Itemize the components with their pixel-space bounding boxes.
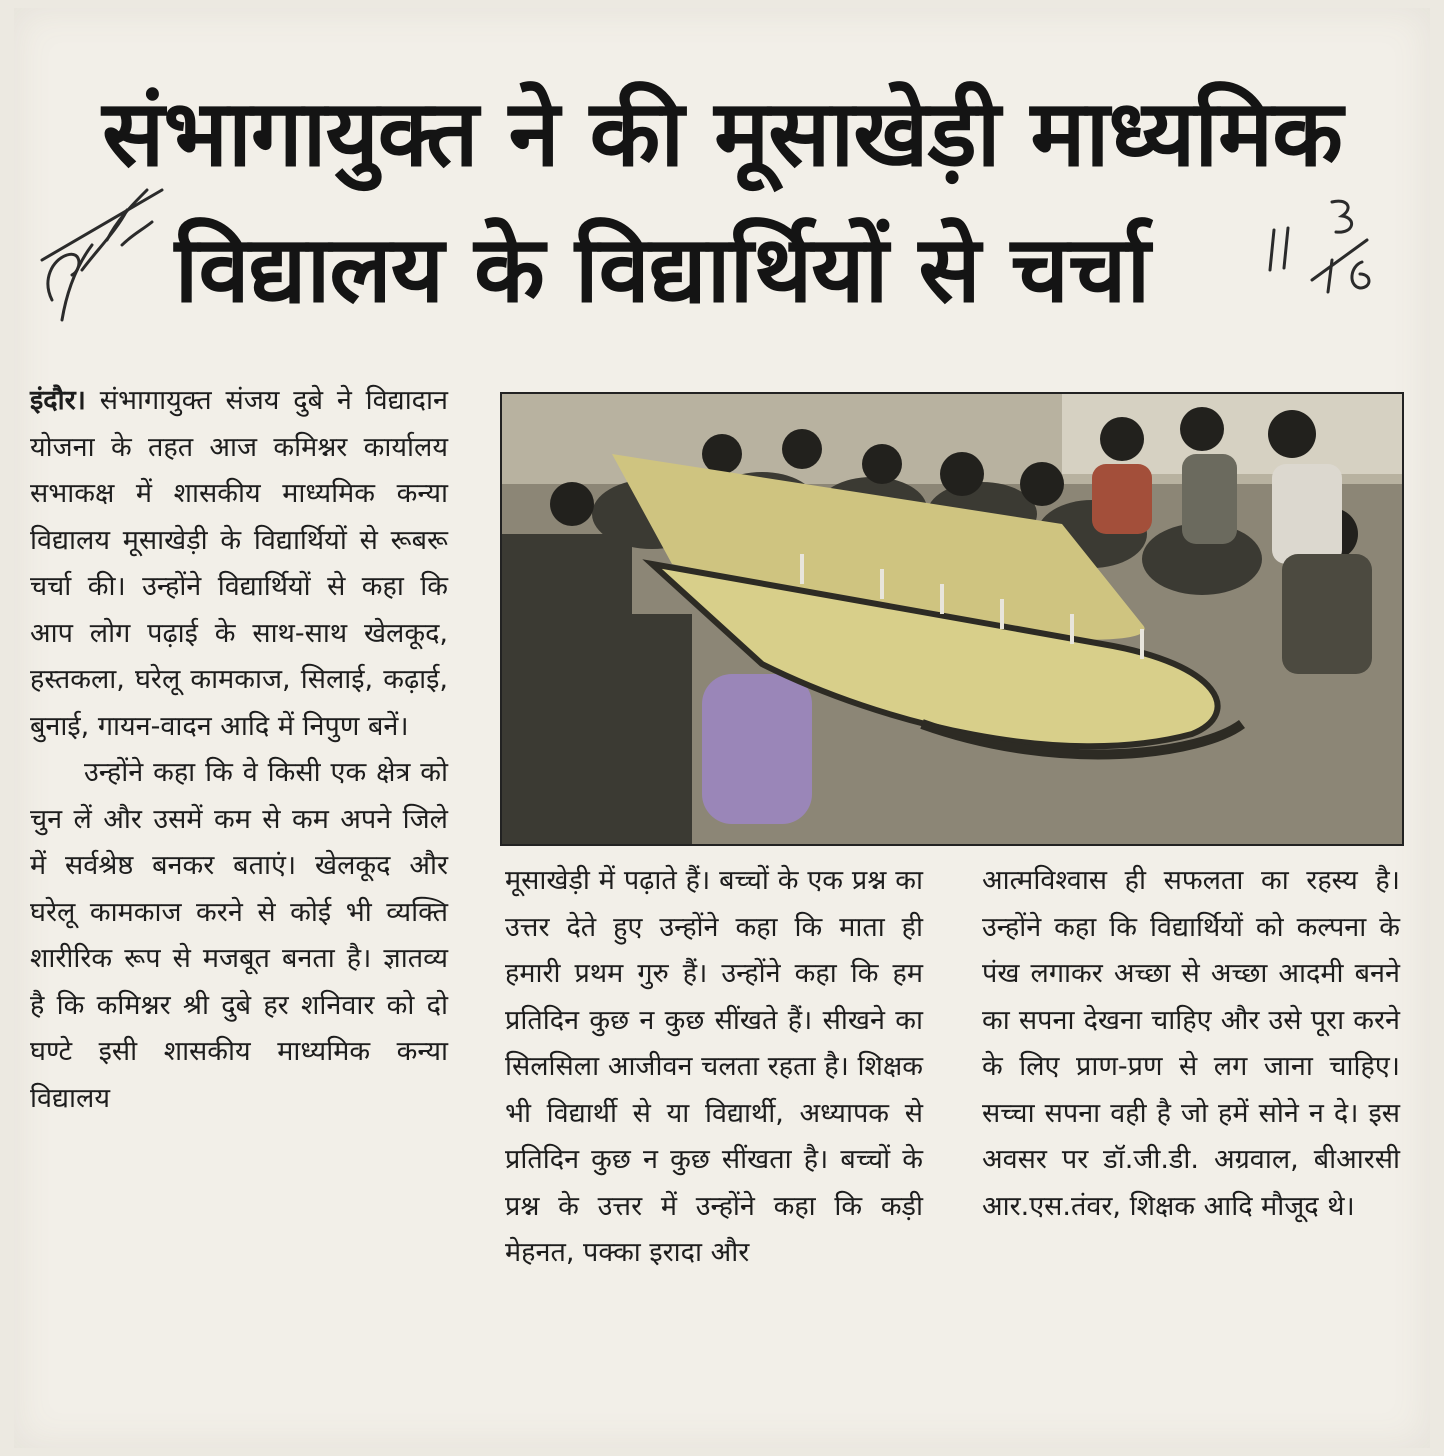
- headline-line-1: संभागायुक्त ने की मूसाखेड़ी माध्यमिक: [102, 80, 1342, 187]
- article-column-1: [30, 378, 448, 1122]
- headline-line-2: विद्यालय के विद्यार्थियों से चर्चा: [174, 216, 1150, 323]
- article-column-3: [982, 858, 1400, 1230]
- handwritten-date-note: [1262, 190, 1392, 300]
- article-column-2: [505, 858, 923, 1277]
- handwritten-source-note: [22, 150, 172, 330]
- article-paragraph: उन्होंने कहा कि वे किसी एक क्षेत्र को चुन लें और उसमें कम से कम अपने जिले में सर्वश्रेष्ठ बनकर बताएं। खेलकूद और घरेलू कामकाज करने से कोई भी व्यक्ति शारीरिक रूप से मजबूत बनता है। ज्ञातव्य है कि कमिश्नर श्री दुबे हर शनिवार को दो घण्टे इसी शासकीय माध्यमिक कन्या विद्यालय: [30, 757, 448, 1114]
- article-paragraph: आत्मविश्वास ही सफलता का रहस्य है। उन्होंने कहा कि विद्यार्थियों को कल्पना के पंख लगाकर अच्छा से अच्छा आदमी बनने का सपना देखना चाहिए और उसे पूरा करने के लिए प्राण-प्रण से लग जाना चाहिए। सच्चा सपना वही है जो हमें सोने न दे। इस अवसर पर डॉ.जी.डी. अग्रवाल, बीआरसी आर.एस.तंवर, शिक्षक आदि मौजूद थे।: [982, 865, 1400, 1222]
- meeting-photo: [500, 392, 1404, 846]
- article-paragraph: मूसाखेड़ी में पढ़ाते हैं। बच्चों के एक प्रश्न का उत्तर देते हुए उन्होंने कहा कि माता ही हमारी प्रथम गुरु हैं। उन्होंने कहा कि हम प्रतिदिन कुछ न कुछ सींखते हैं। सीखने का सिलसिला आजीवन चलता रहता है। शिक्षक भी विद्यार्थी से या विद्यार्थी, अध्यापक से प्रतिदिन कुछ न कुछ सींखता है। बच्चों के प्रश्न के उत्तर में उन्होंने कहा कि कड़ी मेहनत, पक्का इरादा और: [505, 865, 923, 1268]
- article-paragraph: [30, 378, 448, 750]
- meeting-photo-icon: [502, 394, 1402, 844]
- column-1-text: संभागायुक्त संजय दुबे ने विद्यादान योजना के तहत आज कमिश्नर कार्यालय सभाकक्ष में शासकीय माध्यमिक कन्या विद्यालय मूसाखेड़ी के विद्यार्थियों से रूबरू चर्चा की। उन्होंने विद्यार्थियों से कहा कि आप लोग पढ़ाई के साथ-साथ खेलकूद, हस्तकला, घरेलू कामकाज, सिलाई, कढ़ाई, बुनाई, गायन-वादन आदि में निपुण बनें।: [30, 385, 448, 742]
- dateline: इंदौर।: [30, 385, 86, 416]
